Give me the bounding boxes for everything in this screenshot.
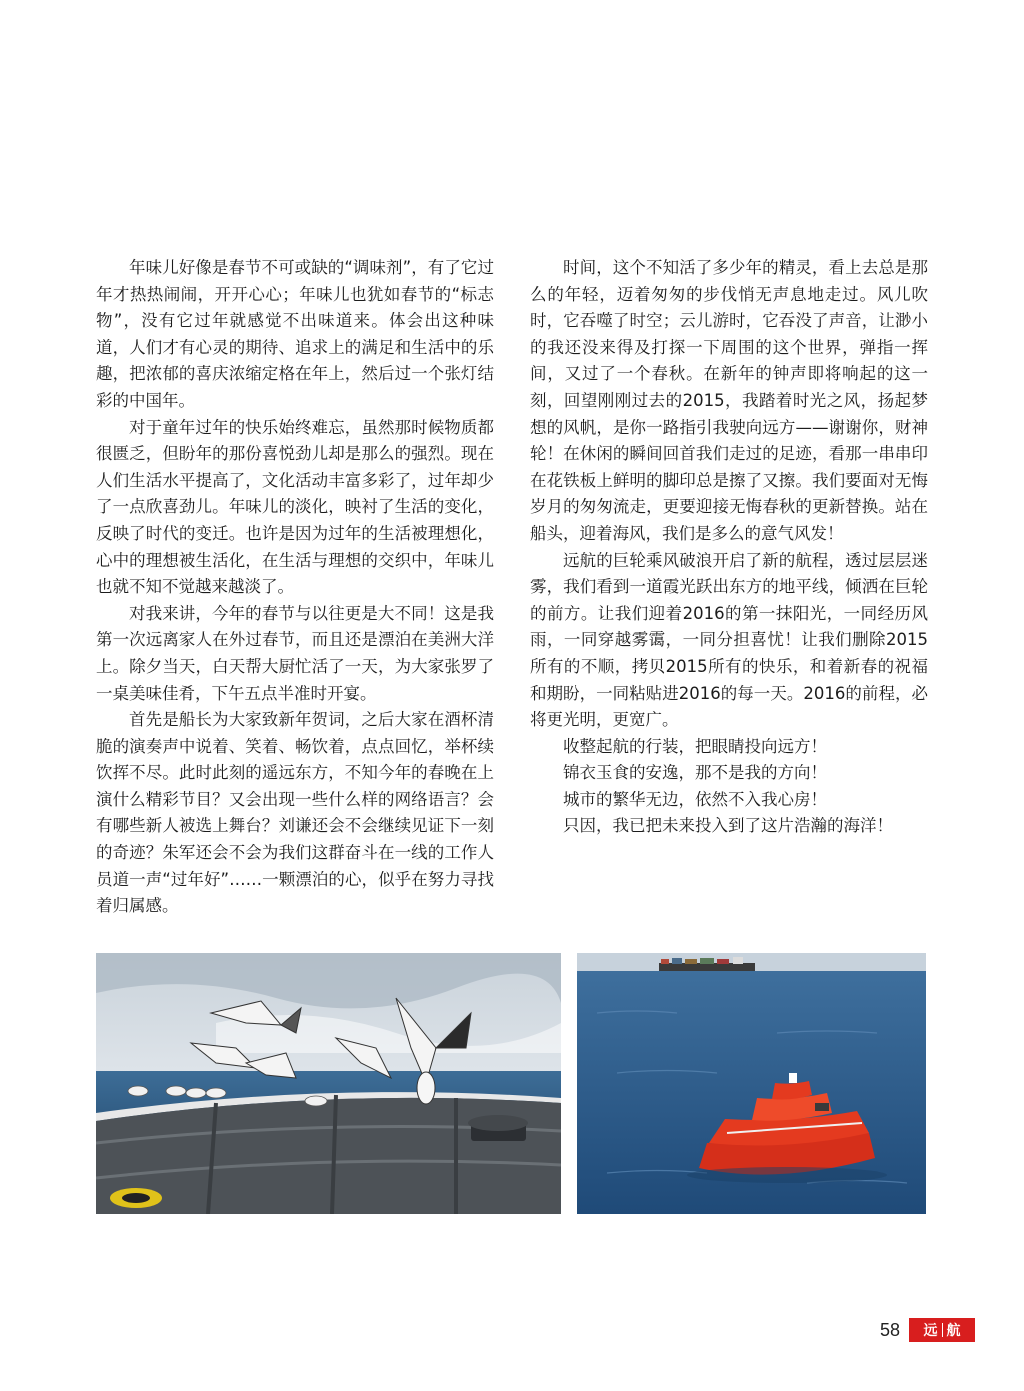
- lifeboat-photo: [577, 953, 926, 1214]
- seagulls-photo: [96, 953, 561, 1214]
- page-number: 58: [880, 1320, 901, 1340]
- left-text-column: [96, 255, 494, 920]
- magazine-name-char: 远: [923, 1323, 938, 1339]
- magazine-name-char: 航: [946, 1323, 961, 1339]
- poem-line: 收整起航的行装，把眼睛投向远方！: [563, 736, 827, 756]
- lifeboat-illustration: [577, 953, 926, 1214]
- badge-divider: [942, 1323, 943, 1337]
- paragraph: 远航的巨轮乘风破浪开启了新的航程，透过层层迷雾，我们看到一道霞光跃出东方的地平线，倾洒在巨轮的前方。让我们迎着2016的第一抹阳光，一同经历风雨，一同穿越雾霭，一同分担喜忧！让我们删除2015所有的不顺，拷贝2015所有的快乐，和着新春的祝福和期盼，一同粘贴进2016的每一天。2016的前程，必将更光明，更宽广。: [530, 550, 928, 730]
- poem-line: 锦衣玉食的安逸，那不是我的方向！: [563, 763, 827, 783]
- right-text-column: [530, 255, 928, 840]
- seagulls-illustration: [96, 953, 561, 1214]
- poem: [530, 734, 928, 840]
- poem-line: 只因，我已把未来投入到了这片浩瀚的海洋！: [563, 816, 893, 836]
- paragraph: 对我来讲，今年的春节与以往更是大不同！这是我第一次远离家人在外过春节，而且还是漂泊在美洲大洋上。除夕当天，白天帮大厨忙活了一天，为大家张罗了一桌美味佳肴，下午五点半准时开宴。: [96, 603, 494, 703]
- paragraph: 首先是船长为大家致新年贺词，之后大家在酒杯清脆的演奏声中说着、笑着、畅饮着，点点回忆，举杯续饮挥不尽。此时此刻的遥远东方，不知今年的春晚在上演什么精彩节目？又会出现一些什么样的网络语言？会有哪些新人被选上舞台？刘谦还会不会继续见证下一刻的奇迹？朱军还会不会为我们这群奋斗在一线的工作人员道一声“过年好”……一颗漂泊的心，似乎在努力寻找着归属感。: [96, 710, 494, 916]
- paragraph: 对于童年过年的快乐始终难忘，虽然那时候物质都很匮乏，但盼年的那份喜悦劲儿却是那么的强烈。现在人们生活水平提高了，文化活动丰富多彩了，过年却少了一点欣喜劲儿。年味儿的淡化，映衬了生活的变化，反映了时代的变迁。也许是因为过年的生活被理想化，心中的理想被生活化，在生活与理想的交织中，年味儿也就不知不觉越来越淡了。: [96, 417, 494, 597]
- paragraph: 年味儿好像是春节不可或缺的“调味剂”，有了它过年才热热闹闹，开开心心；年味儿也犹如春节的“标志物”，没有它过年就感觉不出味道来。体会出这种味道，人们才有心灵的期待、追求上的满足和生活中的乐趣，把浓郁的喜庆浓缩定格在年上，然后过一个张灯结彩的中国年。: [96, 258, 494, 410]
- magazine-name-badge: [909, 1318, 975, 1342]
- poem-line: 城市的繁华无边，依然不入我心房！: [563, 789, 827, 809]
- paragraph: 时间，这个不知活了多少年的精灵，看上去总是那么的年轻，迈着匆匆的步伐悄无声息地走过。风儿吹时，它吞噬了时空；云儿游时，它吞没了声音，让渺小的我还没来得及打探一下周围的这个世界，弹指一挥间，又过了一个春秋。在新年的钟声即将响起的这一刻，回望刚刚过去的2015，我踏着时光之风，扬起梦想的风帆，是你一路指引我驶向远方——谢谢你，财神轮！在休闲的瞬间回首我们走过的足迹，看那一串串印在花铁板上鲜明的脚印总是擦了又擦。我们要面对无悔岁月的匆匆流走，更要迎接无悔春秋的更新替换。站在船头，迎着海风，我们是多么的意气风发！: [530, 258, 928, 543]
